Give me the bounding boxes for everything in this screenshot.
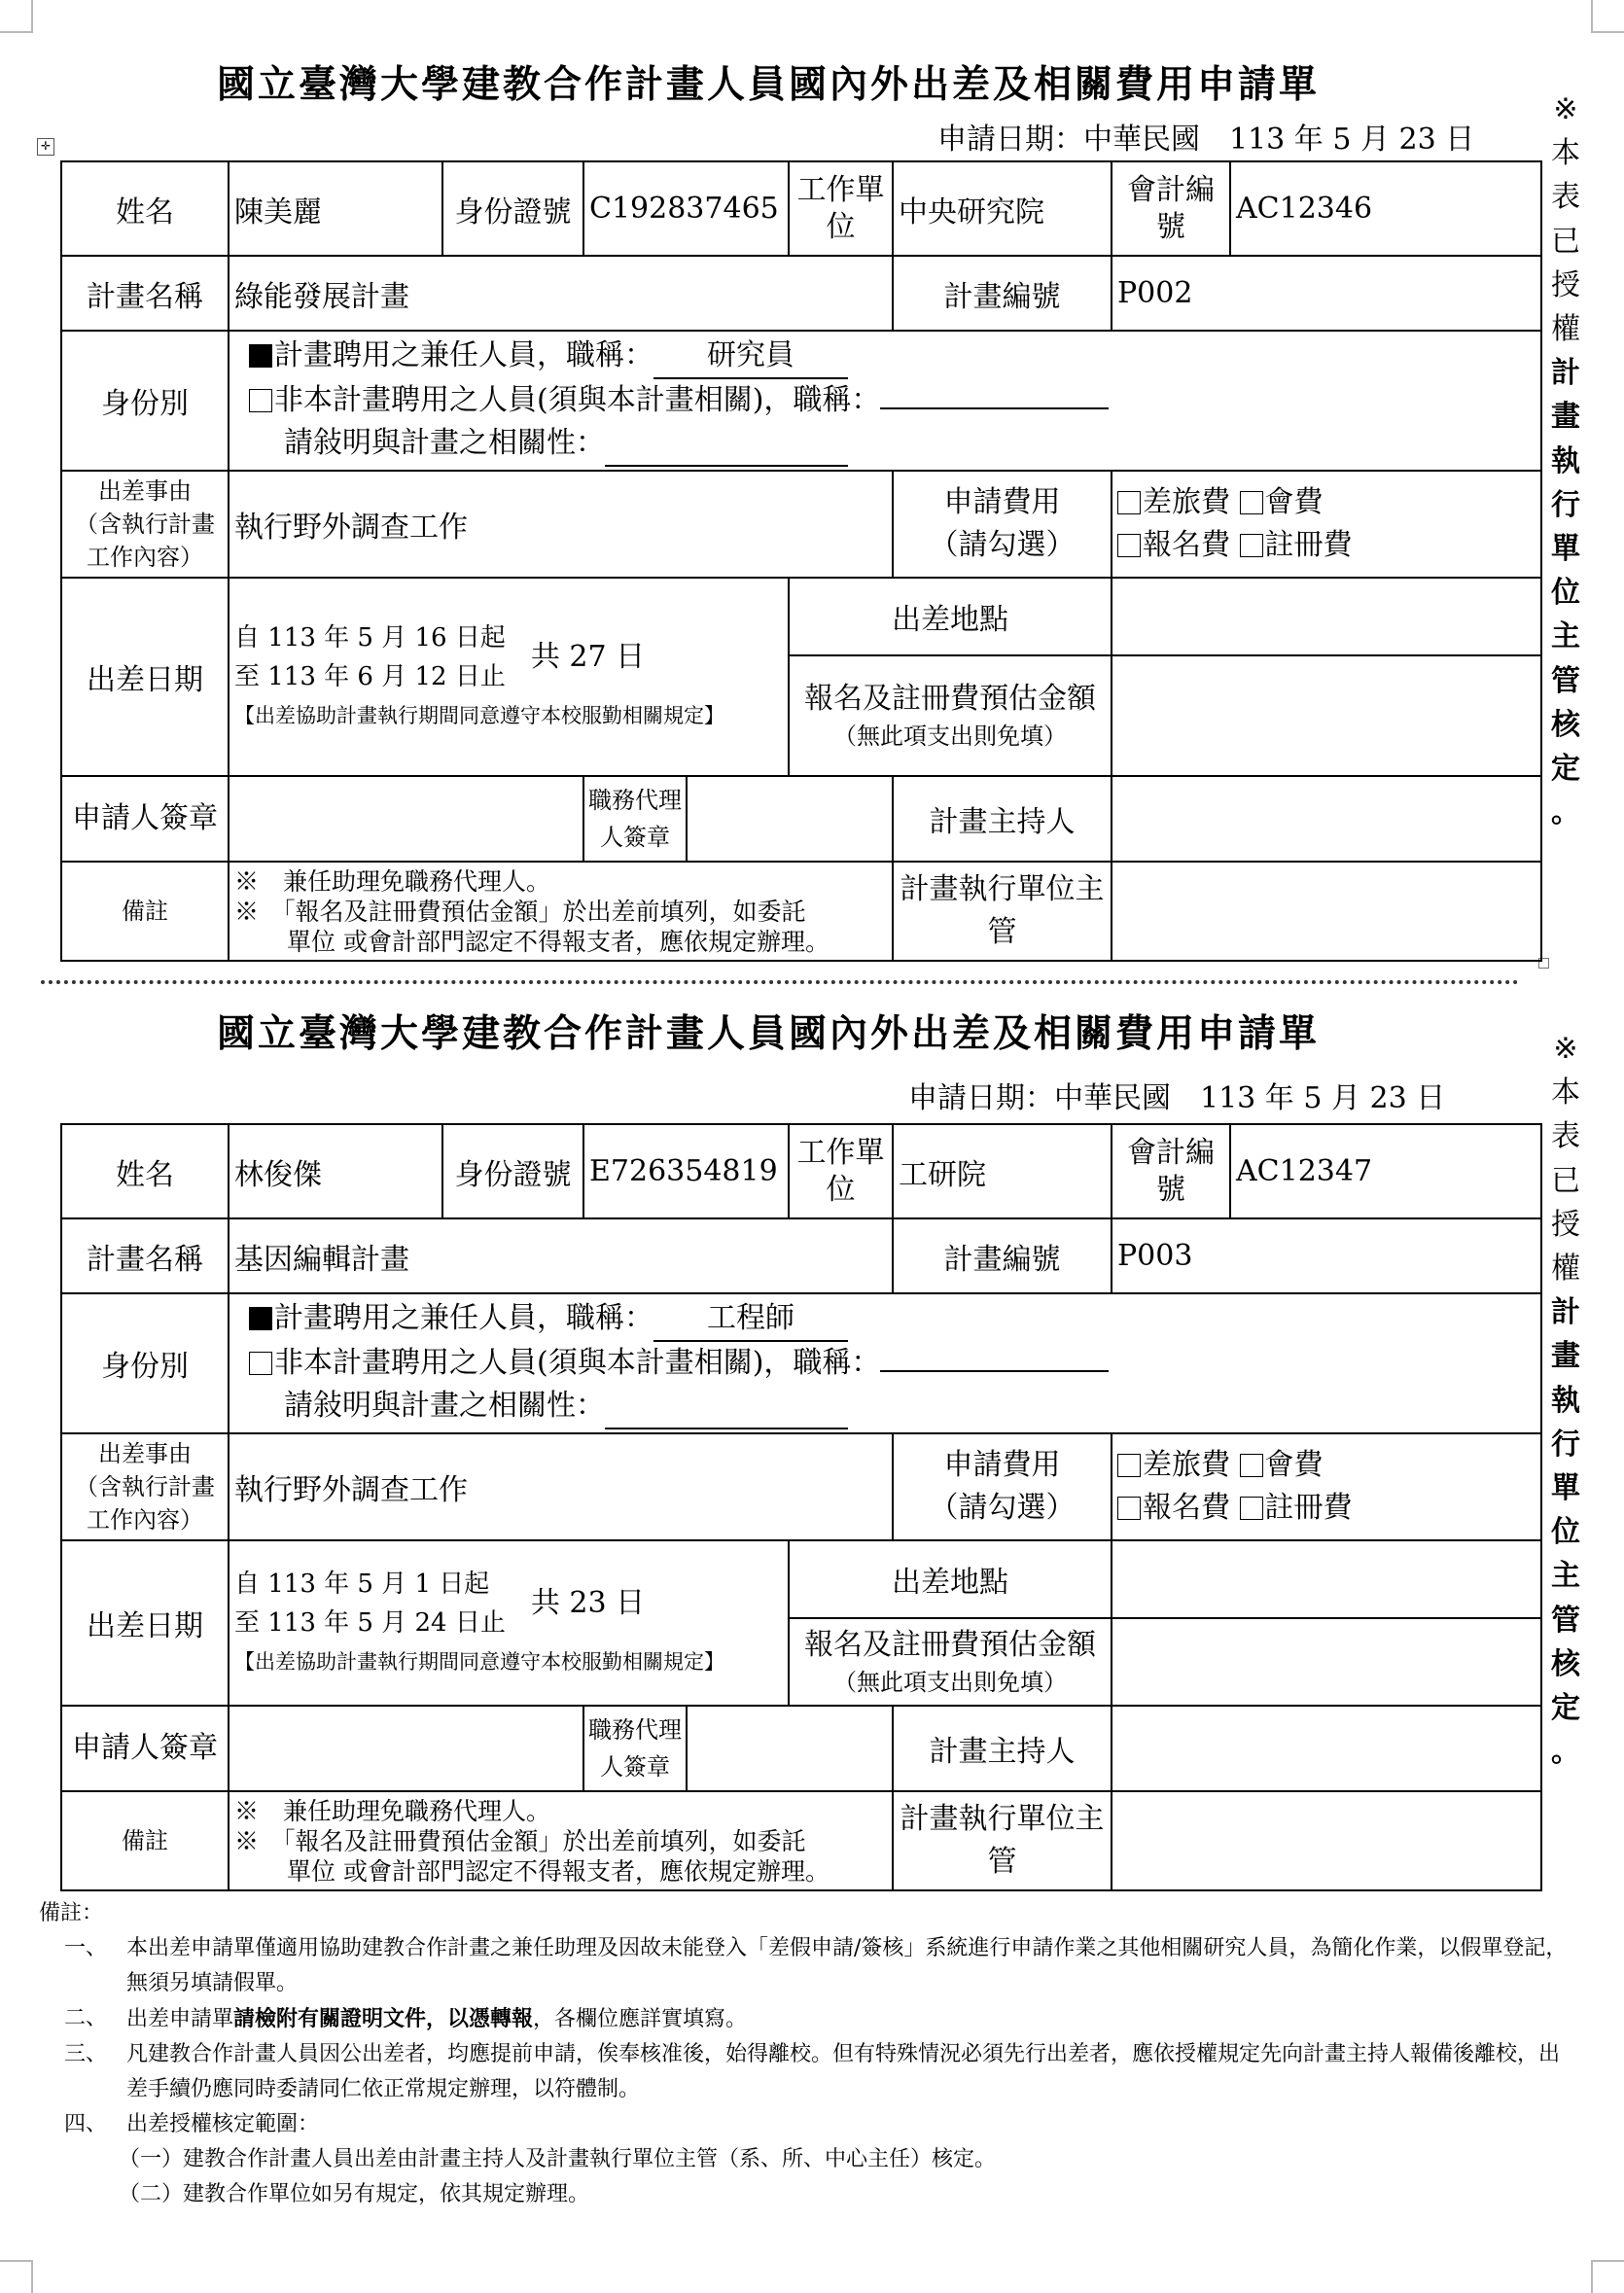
vertical-authorization-note xyxy=(1551,88,1580,834)
reason-value[interactable]: 執行野外調查工作 xyxy=(229,1433,893,1540)
project-no-label: 計畫編號 xyxy=(893,1218,1112,1293)
vertical-note-char: 畫 xyxy=(1551,400,1580,435)
page-corner-mark xyxy=(0,2260,33,2293)
note-item: 三、 凡建教合作計畫人員因公出差者，均應提前申請，俟奉核准後，始得離校。但有特殊情況必須先行出差者，應依授權規定先向計畫主持人報備後離校，出差手續仍應同時委請同仁依正常規定辦理，以符體制。 xyxy=(64,2042,1561,2101)
vertical-note-char: 管 xyxy=(1551,1603,1580,1638)
deputy-sign-field[interactable] xyxy=(687,1706,893,1791)
checkbox-checked[interactable] xyxy=(249,344,272,368)
vertical-note-char: 單 xyxy=(1551,532,1580,567)
vertical-note-char: 執 xyxy=(1551,443,1580,478)
id-number-value[interactable]: C192837465 xyxy=(583,161,789,256)
deputy-sign-field[interactable] xyxy=(687,776,893,862)
project-name-value[interactable]: 綠能發展計畫 xyxy=(229,256,893,331)
job-title-value[interactable]: 工程師 xyxy=(653,1297,848,1342)
table-move-handle-icon[interactable]: ✛ xyxy=(37,138,54,156)
project-no-value[interactable]: P003 xyxy=(1112,1218,1541,1293)
id-number-label: 身份證號 xyxy=(442,1124,583,1218)
host-label: 計畫主持人 xyxy=(893,1706,1112,1791)
vertical-note-char: 核 xyxy=(1551,1646,1580,1681)
job-title-value[interactable] xyxy=(880,1370,1109,1372)
project-no-label: 計畫編號 xyxy=(893,256,1112,331)
vertical-note-char: 位 xyxy=(1551,576,1580,611)
vertical-note-char: ※ xyxy=(1553,1032,1578,1066)
identity-option-hired[interactable]: 計畫聘用之兼任人員，職稱： 工程師 xyxy=(249,1297,1536,1342)
checkbox-registration[interactable] xyxy=(1117,1497,1141,1520)
checkbox-enrollment[interactable] xyxy=(1240,1497,1263,1520)
supervisor-sign-field[interactable] xyxy=(1112,862,1541,961)
location-label: 出差地點 xyxy=(789,578,1112,655)
notes-section xyxy=(39,1896,1575,2212)
relation-row: 請敍明與計畫之相關性： xyxy=(249,422,1536,467)
vertical-note-char: 授 xyxy=(1551,267,1580,302)
supervisor-label: 計畫執行單位主管 xyxy=(893,862,1112,961)
vertical-note-char: 權 xyxy=(1551,1252,1580,1287)
project-name-label: 計畫名稱 xyxy=(61,1218,229,1293)
deputy-sign-label: 職務代理人簽章 xyxy=(583,1706,687,1791)
vertical-note-char: 計 xyxy=(1551,1295,1580,1330)
application-form-1 xyxy=(60,160,1542,962)
vertical-note-char: 管 xyxy=(1551,663,1580,698)
page-corner-mark xyxy=(1591,0,1624,33)
checkbox-enrollment[interactable] xyxy=(1240,534,1263,557)
reason-label: 出差事由 （含執行計畫 工作內容） xyxy=(61,1433,229,1540)
page-corner-mark xyxy=(0,0,33,33)
account-no-value[interactable]: AC12346 xyxy=(1230,161,1541,256)
vertical-note-char: 核 xyxy=(1551,707,1580,742)
location-label: 出差地點 xyxy=(789,1540,1112,1618)
id-number-label: 身份證號 xyxy=(442,161,583,256)
vertical-note-char: 本 xyxy=(1551,136,1580,171)
form-title: 國立臺灣大學建教合作計畫人員國內外出差及相關費用申請單 xyxy=(216,62,1320,107)
name-value[interactable]: 林俊傑 xyxy=(229,1124,442,1218)
checkbox-travel[interactable] xyxy=(1117,1454,1141,1477)
vertical-note-char: 。 xyxy=(1551,795,1580,830)
fee-options: 差旅費 會費 報名費 註冊費 xyxy=(1112,471,1541,578)
checkbox[interactable] xyxy=(249,389,272,412)
note-sub-item: （一）建教合作計畫人員出差由計畫主持人及計畫執行單位主管（系、所、中心主任）核定。 xyxy=(119,2147,997,2171)
vertical-note-char: 定 xyxy=(1551,752,1580,787)
applicant-sign-field[interactable] xyxy=(229,776,583,862)
host-sign-field[interactable] xyxy=(1112,1706,1541,1791)
vertical-note-char: ※ xyxy=(1553,92,1578,126)
form-title: 國立臺灣大學建教合作計畫人員國內外出差及相關費用申請單 xyxy=(216,1011,1320,1056)
checkbox-meeting[interactable] xyxy=(1240,491,1263,514)
apply-date: 申請日期：中華民國 113 年 5 月 23 日 xyxy=(937,123,1475,157)
vertical-note-char: 計 xyxy=(1551,356,1580,391)
job-title-value[interactable]: 研究員 xyxy=(653,335,848,379)
vertical-note-char: 已 xyxy=(1551,1163,1580,1198)
note-item: 四、 出差授權核定範圍： xyxy=(64,2112,320,2136)
identity-option-hired[interactable]: 計畫聘用之兼任人員，職稱： 研究員 xyxy=(249,335,1536,379)
supervisor-sign-field[interactable] xyxy=(1112,1791,1541,1890)
checkbox[interactable] xyxy=(249,1352,272,1375)
applicant-sign-label: 申請人簽章 xyxy=(61,776,229,862)
vertical-note-char: 單 xyxy=(1551,1471,1580,1506)
checkbox-meeting[interactable] xyxy=(1240,1454,1263,1477)
trip-rule: 【出差協助計畫執行期間同意遵守本校服勤相關規定】 xyxy=(234,704,724,727)
vertical-authorization-note xyxy=(1551,1027,1580,1774)
note-sub-item: （二）建教合作單位如另有規定，依其規定辦理。 xyxy=(119,2182,590,2206)
identity-option-non-hired[interactable]: 非本計畫聘用之人員(須與本計畫相關)，職稱： xyxy=(249,1342,1536,1385)
relation-value[interactable] xyxy=(605,1385,848,1429)
id-number-value[interactable]: E726354819 xyxy=(583,1124,789,1218)
trip-dates xyxy=(229,1540,789,1706)
vertical-note-char: 行 xyxy=(1551,487,1580,522)
vertical-note-char: 定 xyxy=(1551,1691,1580,1726)
page-corner-mark xyxy=(1591,2260,1624,2293)
name-label: 姓名 xyxy=(61,1124,229,1218)
work-unit-label: 工作單位 xyxy=(789,161,893,256)
total-days[interactable]: 共 23 日 xyxy=(530,1586,646,1620)
vertical-note-char: 主 xyxy=(1551,1559,1580,1594)
identity-label: 身份別 xyxy=(61,1293,229,1433)
relation-row: 請敍明與計畫之相關性： xyxy=(249,1385,1536,1429)
reg-fee-value[interactable] xyxy=(1112,655,1541,776)
fee-label: 申請費用 （請勾選） xyxy=(893,1433,1112,1540)
identity-option-non-hired[interactable]: 非本計畫聘用之人員(須與本計畫相關)，職稱： xyxy=(249,379,1536,422)
checkbox-registration[interactable] xyxy=(1117,534,1141,557)
note-item: 二、 出差申請單請檢附有關證明文件，以憑轉報，各欄位應詳實填寫。 xyxy=(64,2006,748,2031)
deputy-sign-label: 職務代理人簽章 xyxy=(583,776,687,862)
trip-date-label: 出差日期 xyxy=(61,578,229,776)
start-date[interactable]: 自 113 年 5 月 1 日起 xyxy=(234,1570,490,1599)
location-value[interactable] xyxy=(1112,578,1541,655)
end-date[interactable]: 至 113 年 5 月 24 日止 xyxy=(234,1608,506,1638)
vertical-note-char: 表 xyxy=(1551,180,1580,215)
application-form-2 xyxy=(60,1123,1542,1891)
reg-fee-value[interactable] xyxy=(1112,1618,1541,1706)
checkbox-checked[interactable] xyxy=(249,1307,272,1330)
applicant-sign-field[interactable] xyxy=(229,1706,583,1791)
vertical-note-char: 。 xyxy=(1551,1735,1580,1770)
vertical-note-char: 權 xyxy=(1551,312,1580,347)
reason-value[interactable]: 執行野外調查工作 xyxy=(229,471,893,578)
work-unit-value[interactable]: 工研院 xyxy=(893,1124,1112,1218)
trip-dates xyxy=(229,578,789,776)
fee-options: 差旅費 會費 報名費 註冊費 xyxy=(1112,1433,1541,1540)
notes-heading: 備註： xyxy=(39,1901,104,1925)
remark-label: 備註 xyxy=(61,1791,229,1890)
trip-rule: 【出差協助計畫執行期間同意遵守本校服勤相關規定】 xyxy=(234,1650,724,1674)
identity-options xyxy=(229,331,1541,471)
supervisor-label: 計畫執行單位主管 xyxy=(893,1791,1112,1890)
remark-content: ※ 兼任助理免職務代理人。 ※ 「報名及註冊費預估金額」於出差前填列，如委託 單位 或會計部門認定不得報支者，應依規定辦理。 xyxy=(229,1791,893,1890)
job-title-value[interactable] xyxy=(880,407,1109,409)
apply-date: 申請日期：中華民國 113 年 5 月 23 日 xyxy=(908,1081,1446,1115)
note-item: 一、 本出差申請單僅適用協助建教合作計畫之兼任助理及因故未能登入「差假申請/簽核」系統進行申請作業之其他相關研究人員，為簡化作業，以假單登記，無須另填請假單。 xyxy=(64,1936,1568,1995)
vertical-note-char: 畫 xyxy=(1551,1339,1580,1374)
end-date[interactable]: 至 113 年 6 月 12 日止 xyxy=(234,662,506,691)
host-label: 計畫主持人 xyxy=(893,776,1112,862)
remark-label: 備註 xyxy=(61,862,229,961)
identity-label: 身份別 xyxy=(61,331,229,471)
vertical-note-char: 本 xyxy=(1551,1076,1580,1111)
reg-fee-label: 報名及註冊費預估金額 （無此項支出則免填） xyxy=(789,655,1112,776)
vertical-note-char: 表 xyxy=(1551,1119,1580,1154)
work-unit-value[interactable]: 中央研究院 xyxy=(893,161,1112,256)
checkbox-travel[interactable] xyxy=(1117,491,1141,514)
reg-fee-label: 報名及註冊費預估金額 （無此項支出則免填） xyxy=(789,1618,1112,1706)
work-unit-label: 工作單位 xyxy=(789,1124,893,1218)
applicant-sign-label: 申請人簽章 xyxy=(61,1706,229,1791)
account-no-label: 會計編號 xyxy=(1112,1124,1230,1218)
vertical-note-char: 授 xyxy=(1551,1207,1580,1242)
account-no-value[interactable]: AC12347 xyxy=(1230,1124,1541,1218)
project-name-label: 計畫名稱 xyxy=(61,256,229,331)
remark-content: ※ 兼任助理免職務代理人。 ※ 「報名及註冊費預估金額」於出差前填列，如委託 單位 或會計部門認定不得報支者，應依規定辦理。 xyxy=(229,862,893,961)
relation-value[interactable] xyxy=(605,422,848,467)
identity-options xyxy=(229,1293,1541,1433)
total-days[interactable]: 共 27 日 xyxy=(530,640,646,674)
host-sign-field[interactable] xyxy=(1112,776,1541,862)
reason-label: 出差事由 （含執行計畫 工作內容） xyxy=(61,471,229,578)
location-value[interactable] xyxy=(1112,1540,1541,1618)
project-name-value[interactable]: 基因編輯計畫 xyxy=(229,1218,893,1293)
project-no-value[interactable]: P002 xyxy=(1112,256,1541,331)
name-label: 姓名 xyxy=(61,161,229,256)
name-value[interactable]: 陳美麗 xyxy=(229,161,442,256)
vertical-note-char: 行 xyxy=(1551,1427,1580,1462)
trip-date-label: 出差日期 xyxy=(61,1540,229,1706)
vertical-note-char: 主 xyxy=(1551,619,1580,654)
cut-line-divider xyxy=(41,980,1519,984)
account-no-label: 會計編號 xyxy=(1112,161,1230,256)
fee-label: 申請費用 （請勾選） xyxy=(893,471,1112,578)
start-date[interactable]: 自 113 年 5 月 16 日起 xyxy=(234,623,506,653)
vertical-note-char: 位 xyxy=(1551,1515,1580,1550)
vertical-note-char: 已 xyxy=(1551,224,1580,259)
vertical-note-char: 執 xyxy=(1551,1383,1580,1418)
